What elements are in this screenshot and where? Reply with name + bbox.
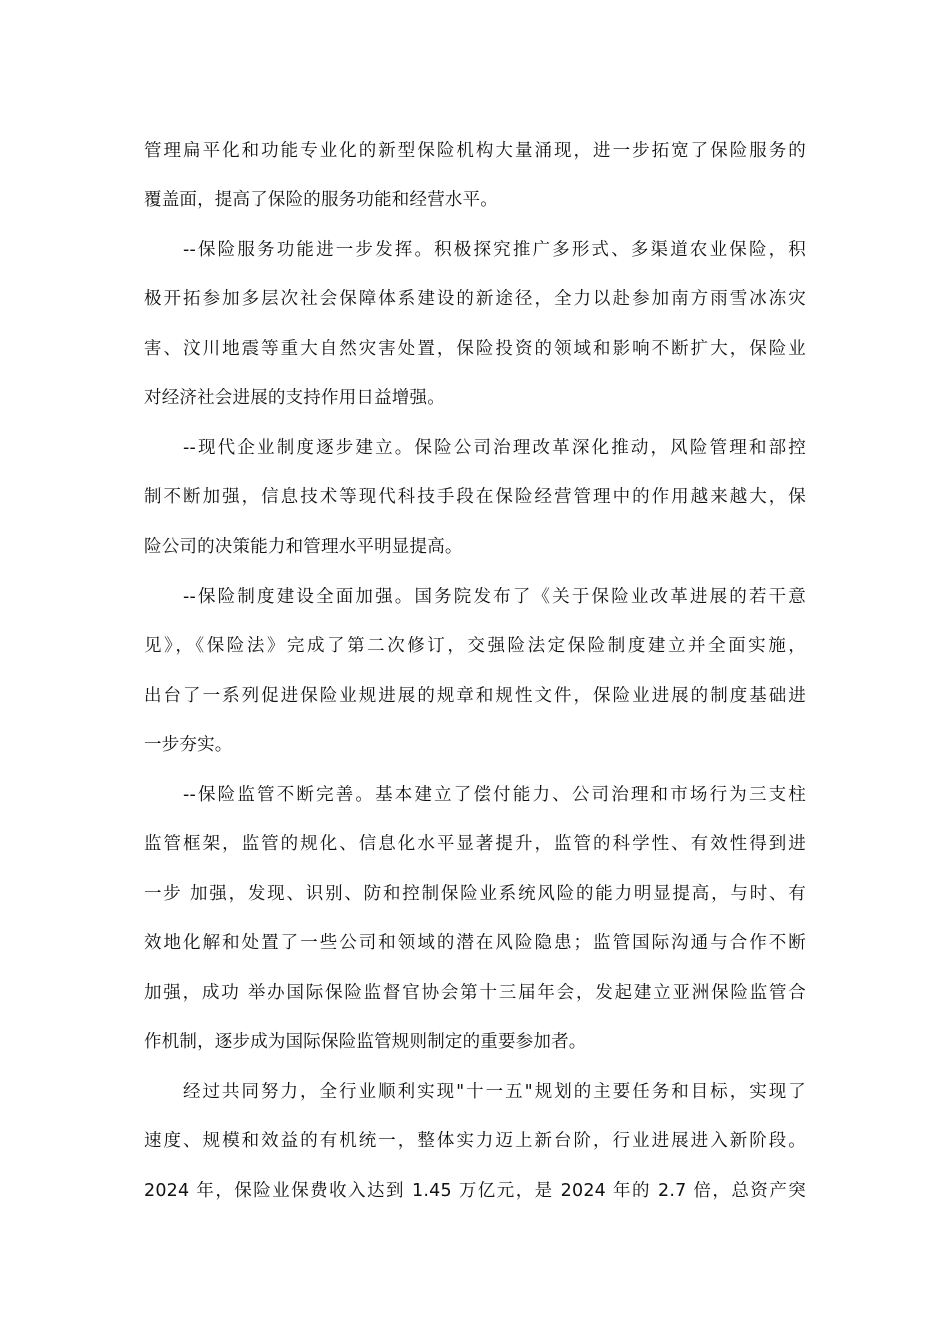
- paragraph-line: 害、汶川地震等重大自然灾害处置，保险投资的领域和影响不断扩大，保险业: [144, 339, 806, 359]
- paragraph-line: 管理扁平化和功能专业化的新型保险机构大量涌现，进一步拓宽了保险服务的: [144, 141, 806, 161]
- paragraph-line: --保险服务功能进一步发挥。积极探究推广多形式、多渠道农业保险，积: [183, 240, 806, 260]
- paragraph-line: 制不断加强，信息技术等现代科技手段在保险经营管理中的作用越来越大，保: [144, 487, 806, 507]
- paragraph-line: 加强，成功 举办国际保险监督官协会第十三届年会，发起建立亚洲保险监管合: [144, 983, 806, 1003]
- paragraph-line: 对经济社会进展的支持作用日益增强。: [144, 388, 445, 408]
- paragraph-line: --现代企业制度逐步建立。保险公司治理改革深化推动，风险管理和部控: [183, 438, 806, 458]
- paragraph-line: --保险制度建设全面加强。国务院发布了《关于保险业改革进展的若干意: [183, 587, 806, 607]
- paragraph-line: 一步 加强，发现、识别、防和控制保险业系统风险的能力明显提高，与时、有: [144, 884, 806, 904]
- paragraph-line: 见》，《保险法》完成了第二次修订，交强险法定保险制度建立并全面实施，: [144, 636, 806, 656]
- paragraph-line: 效地化解和处置了一些公司和领域的潜在风险隐患；监管国际沟通与合作不断: [144, 933, 806, 953]
- paragraph-line: 速度、规模和效益的有机统一，整体实力迈上新台阶，行业进展进入新阶段。: [144, 1131, 806, 1151]
- paragraph-line: 险公司的决策能力和管理水平明显提高。: [144, 537, 463, 557]
- paragraph-line: --保险监管不断完善。基本建立了偿付能力、公司治理和市场行为三支柱: [183, 785, 806, 805]
- paragraph-line: 覆盖面，提高了保险的服务功能和经营水平。: [144, 190, 498, 210]
- paragraph-line: 一步夯实。: [144, 735, 233, 755]
- paragraph-line: 2024 年，保险业保费收入达到 1.45 万亿元，是 2024 年的 2.7 倍，总资产突: [144, 1181, 806, 1201]
- paragraph-line: 出台了一系列促进保险业规进展的规章和规性文件，保险业进展的制度基础进: [144, 686, 806, 706]
- paragraph-line: 监管框架，监管的规化、信息化水平显著提升，监管的科学性、有效性得到进: [144, 834, 806, 854]
- paragraph-line: 极开拓参加多层次社会保障体系建设的新途径，全力以赴参加南方雨雪冰冻灾: [144, 289, 806, 309]
- paragraph-line: 经过共同努力，全行业顺利实现"十一五"规划的主要任务和目标，实现了: [183, 1082, 806, 1102]
- paragraph-line: 作机制，逐步成为国际保险监管规则制定的重要参加者。: [144, 1032, 587, 1052]
